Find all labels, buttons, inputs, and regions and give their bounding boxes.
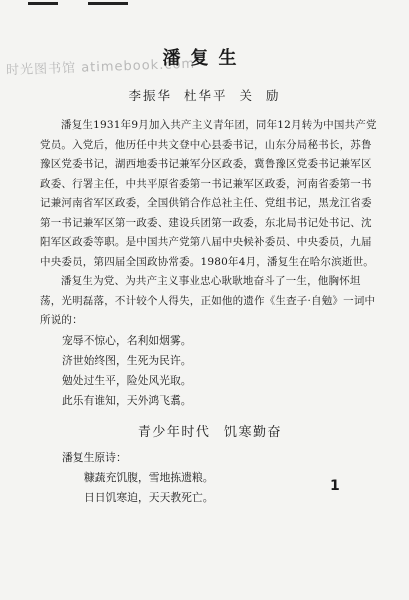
paragraph: 潘复生1931年9月加入共产主义青年团，同年12月转为中国共产党党员。入党后，他历任中共文登中心县委书记，山东分局秘书长，苏鲁豫区党委书记，湖西地委书记兼军分区政委，冀鲁豫区党委书记兼军区政委、行署主任，中共平原省委第一书记兼军区政委，河南省委第一书记兼河南省军区政委，全国供销合作总社主任、党组书记，黑龙江省委第一书记兼军区第一政委、建设兵团第一政委，东北局书记处书记、沈阳军区政委等职。是中国共产党第八届中央候补委员、中央委员，九届中央委员，第四届全国政协常委。1980年4月，潘复生在哈尔滨逝世。 xyxy=(40,119,377,268)
article-body xyxy=(40,116,380,508)
watermark: 时光图书馆 atimebook.com xyxy=(5,56,196,79)
scan-mark xyxy=(28,2,58,5)
page-number: 1 xyxy=(330,478,340,494)
poem-line: 勉处过生平，险处风光取。 xyxy=(62,373,192,387)
section-heading: 青少年时代 饥寒勤奋 xyxy=(137,424,283,440)
poem-line: 济世始终图，生死为民许。 xyxy=(62,353,192,367)
poem xyxy=(40,331,380,411)
poem-line: 日日饥寒迫，天天教死亡。 xyxy=(84,490,214,504)
poem-label: 潘复生原诗： xyxy=(62,450,127,464)
poem xyxy=(40,468,380,508)
poem-line: 宠辱不惊心，名利如烟雾。 xyxy=(62,333,192,347)
poem-line: 糠蔬充饥腹，雪地拣遗粮。 xyxy=(84,470,214,484)
paragraph: 潘复生为党、为共产主义事业忠心耿耿地奋斗了一生，他胸怀坦荡，光明磊落，不计较个人得失，正如他的遗作《生查子·自勉》一词中所说的： xyxy=(40,275,376,326)
authors-line: 李振华 杜华平 关 励 xyxy=(128,88,281,103)
top-edge-marks xyxy=(0,0,409,14)
page-title: 潘复生 xyxy=(162,48,247,69)
poem-line: 此乐有谁知，天外鸿飞翥。 xyxy=(62,393,192,407)
scan-mark xyxy=(88,2,128,5)
